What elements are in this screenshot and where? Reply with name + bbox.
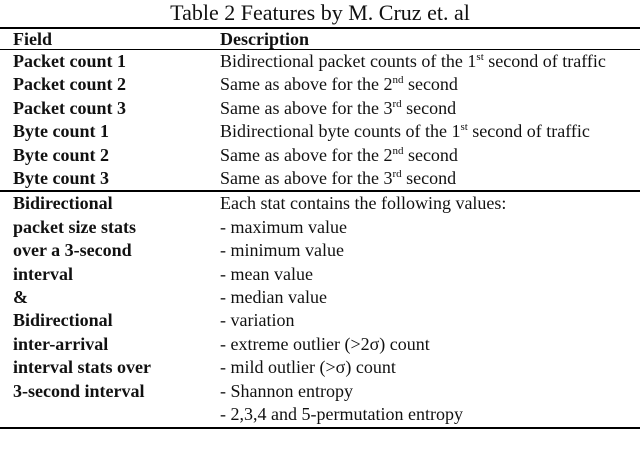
description-line: - mean value bbox=[220, 263, 313, 284]
description-line: - maximum value bbox=[220, 216, 347, 237]
description-cell: Same as above for the 3rd second bbox=[220, 168, 457, 189]
field-line: interval bbox=[13, 263, 73, 284]
description-line: - variation bbox=[220, 310, 295, 331]
field-line: Bidirectional bbox=[13, 193, 113, 214]
table-caption: Table 2 Features by M. Cruz et. al bbox=[170, 0, 470, 25]
header-description: Description bbox=[220, 29, 309, 49]
stats-field-cell bbox=[0, 191, 220, 427]
description-line: Each stat contains the following values: bbox=[220, 193, 507, 214]
table-row bbox=[0, 73, 640, 96]
stats-row bbox=[0, 191, 640, 427]
field-cell: Packet count 2 bbox=[13, 74, 126, 95]
description-line: - mild outlier (>σ) count bbox=[220, 357, 396, 378]
table-row bbox=[0, 144, 640, 167]
field-cell: Byte count 3 bbox=[13, 168, 109, 189]
description-cell: Same as above for the 2nd second bbox=[220, 144, 458, 165]
table-header-row bbox=[0, 28, 640, 50]
field-line: interval stats over bbox=[13, 357, 151, 378]
field-line: packet size stats bbox=[13, 216, 136, 237]
stats-description-cell bbox=[220, 191, 640, 427]
field-cell: Byte count 1 bbox=[13, 121, 109, 142]
field-line: 3-second interval bbox=[13, 380, 145, 401]
field-cell: Byte count 2 bbox=[13, 144, 109, 165]
description-line: - 2,3,4 and 5-permutation entropy bbox=[220, 404, 463, 425]
description-cell: Same as above for the 2nd second bbox=[220, 74, 458, 95]
description-cell: Same as above for the 3rd second bbox=[220, 97, 457, 118]
description-cell: Bidirectional packet counts of the 1st second of traffic bbox=[220, 51, 606, 71]
field-line: inter-arrival bbox=[13, 333, 109, 354]
description-line: - median value bbox=[220, 287, 327, 308]
features-table bbox=[0, 27, 640, 429]
field-line: Bidirectional bbox=[13, 310, 113, 331]
table-row bbox=[0, 97, 640, 120]
table-row bbox=[0, 167, 640, 191]
description-line: - minimum value bbox=[220, 240, 344, 261]
description-line: - Shannon entropy bbox=[220, 380, 353, 401]
table-row bbox=[0, 120, 640, 143]
header-field: Field bbox=[13, 29, 52, 49]
table-row bbox=[0, 50, 640, 74]
description-line: - extreme outlier (>2σ) count bbox=[220, 333, 430, 354]
description-cell: Bidirectional byte counts of the 1st second of traffic bbox=[220, 121, 590, 142]
field-line: over a 3-second bbox=[13, 240, 132, 261]
field-cell: Packet count 1 bbox=[13, 51, 126, 71]
field-cell: Packet count 3 bbox=[13, 97, 126, 118]
field-line: & bbox=[13, 287, 28, 308]
